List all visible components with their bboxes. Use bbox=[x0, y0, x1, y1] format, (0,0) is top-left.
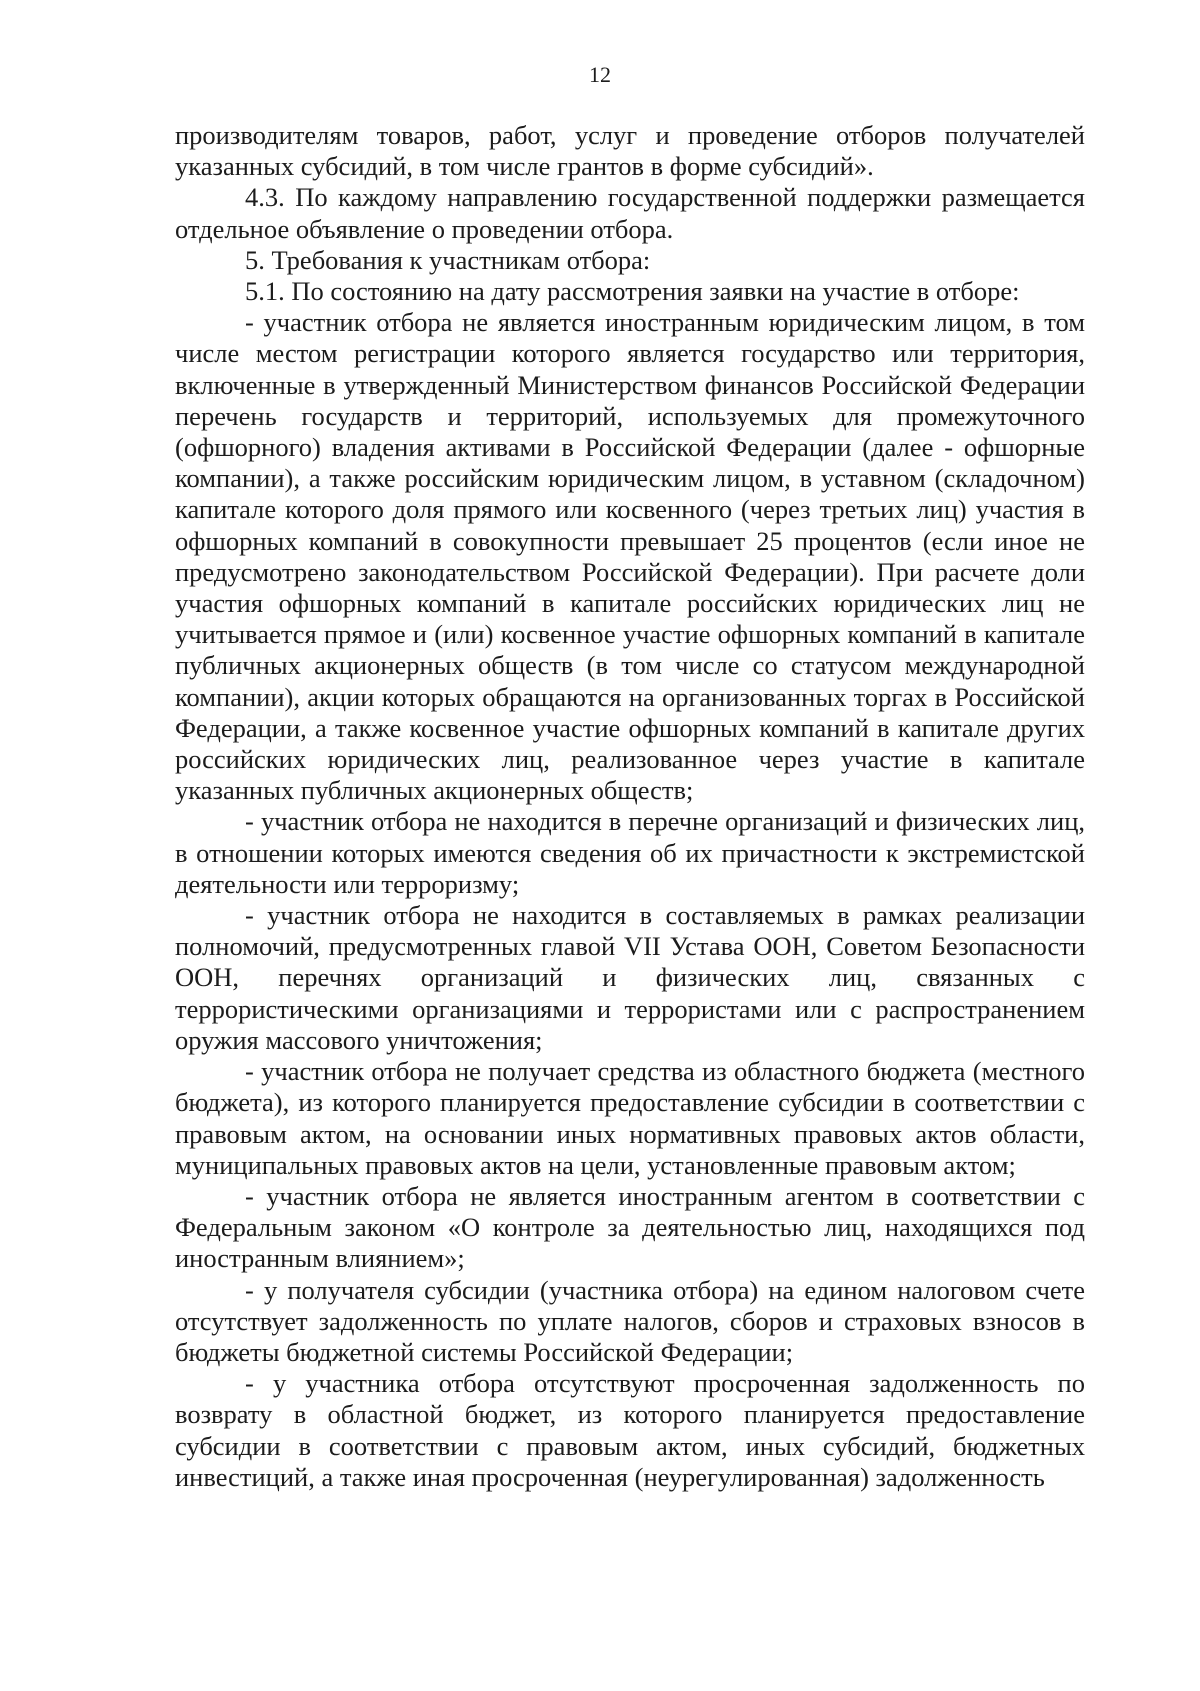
paragraph-5-1: 5.1. По состоянию на дату рассмотрения заявки на участие в отборе: bbox=[245, 276, 1020, 307]
paragraph-continuation: производителям товаров, работ, услуг и проведение отборов получателей указанных субсидий, в том числе грантов в форме субсидий». bbox=[175, 120, 1085, 182]
requirement-overdue-debt: - у участника отбора отсутствуют просроченная задолженность по возврату в областной бюджет, из которого планируется предоставление субсидии в соответствии с правовым актом, иных субсидий, бюджетных инвестиций, а также иная просроченная (неурегулированная) задолженность bbox=[175, 1368, 1085, 1492]
paragraph-4-3: 4.3. По каждому направлению государственной поддержки размещается отдельное объявление о проведении отбора. bbox=[175, 182, 1085, 244]
requirement-tax-debt: - у получателя субсидии (участника отбора) на едином налоговом счете отсутствует задолженность по уплате налогов, сборов и страховых взносов в бюджеты бюджетной системы Российской Федерации; bbox=[175, 1274, 1085, 1367]
requirement-foreign-agent: - участник отбора не является иностранным агентом в соответствии с Федеральным законом «О контроле за деятельностью лиц, находящихся под иностранным влиянием»; bbox=[175, 1180, 1085, 1274]
requirement-extremism: - участник отбора не находится в перечне организаций и физических лиц, в отношении которых имеются сведения об их причастности к экстремистской деятельности или терроризму; bbox=[175, 806, 1085, 899]
document-body bbox=[175, 120, 1085, 1493]
paragraph-5-heading: 5. Требования к участникам отбора: bbox=[245, 244, 651, 275]
requirement-offshore: - участник отбора не является иностранным юридическим лицом, в том числе местом регистрации которого является государство или территория, включенные в утвержденный Министерством финансов Российской Федерации перечень государств и территорий, используемых для промежуточного (офшорного) владения активами в Российской Федерации (далее - офшорные компании), а также российским юридическим лицом, в уставном (складочном) капитале которого доля прямого или косвенного (через третьих лиц) участия в офшорных компаний в совокупности превышает 25 процентов (если иное не предусмотрено законодательством Российской Федерации). При расчете доли участия офшорных компаний в капитале российских юридических лиц не учитывается прямое и (или) косвенное участие офшорных компаний в капитале публичных акционерных обществ (в том числе со статусом международной компании), акции которых обращаются на организованных торгах в Российской Федерации, а также косвенное участие офшорных компаний в капитале других российских юридических лиц, реализованное через участие в капитале указанных публичных акционерных обществ; bbox=[175, 307, 1085, 806]
requirement-budget-funds: - участник отбора не получает средства из областного бюджета (местного бюджета), из которого планируется предоставление субсидии в соответствии с правовым актом, на основании иных нормативных правовых актов области, муниципальных правовых актов на цели, установленные правовым актом; bbox=[175, 1056, 1085, 1180]
requirement-un-lists: - участник отбора не находится в составляемых в рамках реализации полномочий, предусмотренных главой VII Устава ООН, Советом Безопасности ООН, перечнях организаций и физических лиц, связанных с террористическими организациями и террористами или с распространением оружия массового уничтожения; bbox=[175, 900, 1085, 1055]
page-number: 12 bbox=[589, 62, 611, 87]
